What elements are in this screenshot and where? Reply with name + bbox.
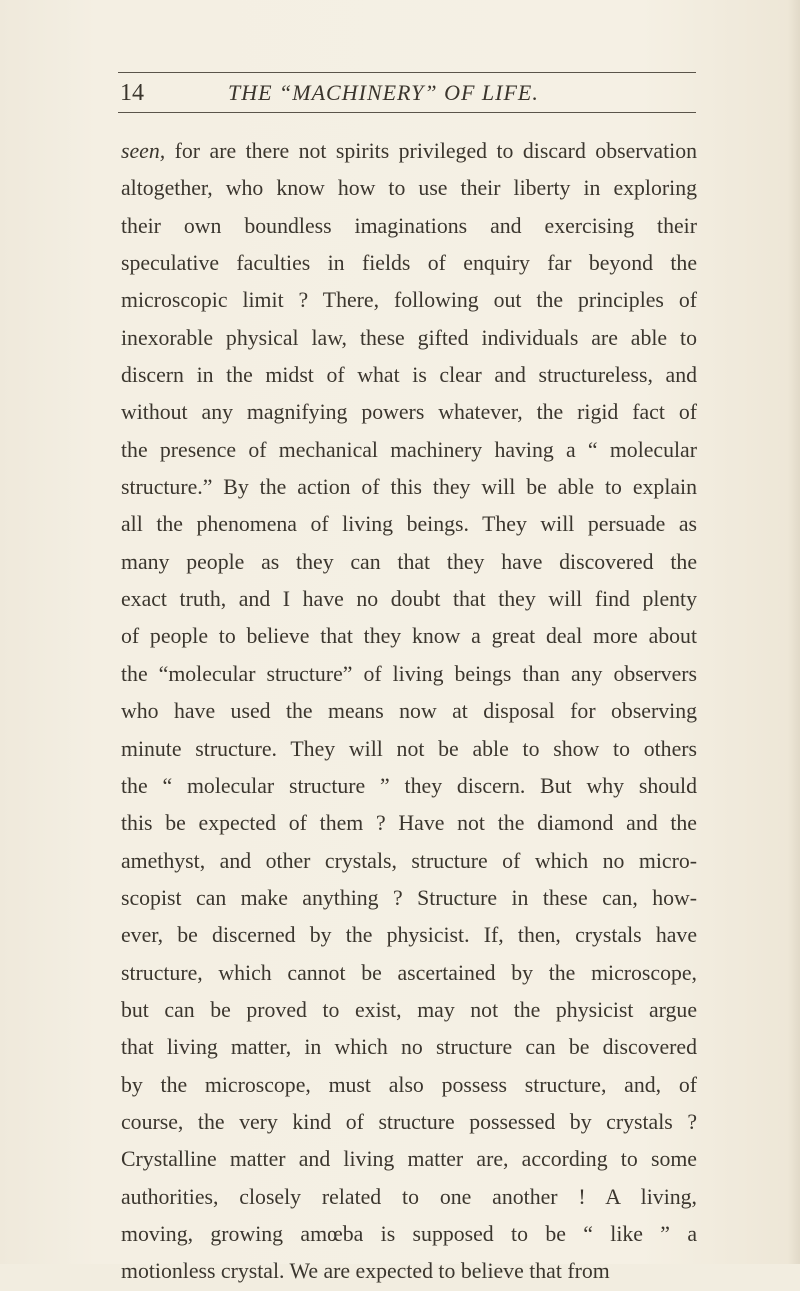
text-line: amethyst, and other crystals, structure of which no micro- <box>121 848 697 873</box>
italic-lead-word: seen, <box>121 139 166 163</box>
running-title: THE “MACHINERY” OF LIFE. <box>228 80 539 105</box>
text-line: structure.” By the action of this they will be able to explain <box>121 475 697 500</box>
header-rule-top <box>118 72 696 73</box>
text-line: but can be proved to exist, may not the physicist argue <box>121 997 697 1022</box>
text-line: inexorable physical law, these gifted individuals are able to <box>121 325 697 350</box>
body-text <box>121 133 697 1291</box>
text-line: motionless crystal. We are expected to believe that from <box>121 1259 610 1284</box>
text-line: without any magnifying powers whatever, the rigid fact of <box>121 400 697 425</box>
page-edge-shadow <box>788 0 800 1264</box>
text-line: minute structure. They will not be able to show to others <box>121 736 697 761</box>
text-line: ever, be discerned by the physicist. If, then, crystals have <box>121 923 697 948</box>
text-line: of people to believe that they know a great deal more about <box>121 624 697 649</box>
text-line: all the phenomena of living beings. They will persuade as <box>121 512 697 537</box>
text-line: this be expected of them ? Have not the diamond and the <box>121 811 697 836</box>
text-line <box>121 133 697 170</box>
text-line: microscopic limit ? There, following out the principles of <box>121 288 697 313</box>
text-line: discern in the midst of what is clear and structureless, and <box>121 363 697 388</box>
text-line: by the microscope, must also possess structure, and, of <box>121 1072 697 1097</box>
text-line: that living matter, in which no structure can be discovered <box>121 1035 697 1060</box>
text-line: structure, which cannot be ascertained by the microscope, <box>121 960 697 985</box>
page-number: 14 <box>120 80 144 106</box>
text-line-rest: for are there not spirits privileged to discard observation <box>165 139 697 163</box>
text-line: the “ molecular structure ” they discern. But why should <box>121 773 697 798</box>
text-line: course, the very kind of structure possessed by crystals ? <box>121 1109 697 1134</box>
text-line: moving, growing amœba is supposed to be “ like ” a <box>121 1221 697 1246</box>
text-line: speculative faculties in fields of enquiry far beyond the <box>121 251 697 276</box>
text-line: their own boundless imaginations and exercising their <box>121 213 697 238</box>
text-line: altogether, who know how to use their liberty in exploring <box>121 176 697 201</box>
text-line: the “molecular structure” of living beings than any observers <box>121 661 697 686</box>
header-rule-bottom <box>118 112 696 113</box>
text-line: many people as they can that they have discovered the <box>121 549 697 574</box>
text-line: the presence of mechanical machinery having a “ molecular <box>121 437 697 462</box>
text-line: Crystalline matter and living matter are, according to some <box>121 1147 697 1172</box>
text-line: exact truth, and I have no doubt that they will find plenty <box>121 587 697 612</box>
text-line: scopist can make anything ? Structure in these can, how- <box>121 885 697 910</box>
text-line: authorities, closely related to one another ! A living, <box>121 1184 697 1209</box>
text-line: who have used the means now at disposal for observing <box>121 699 697 724</box>
